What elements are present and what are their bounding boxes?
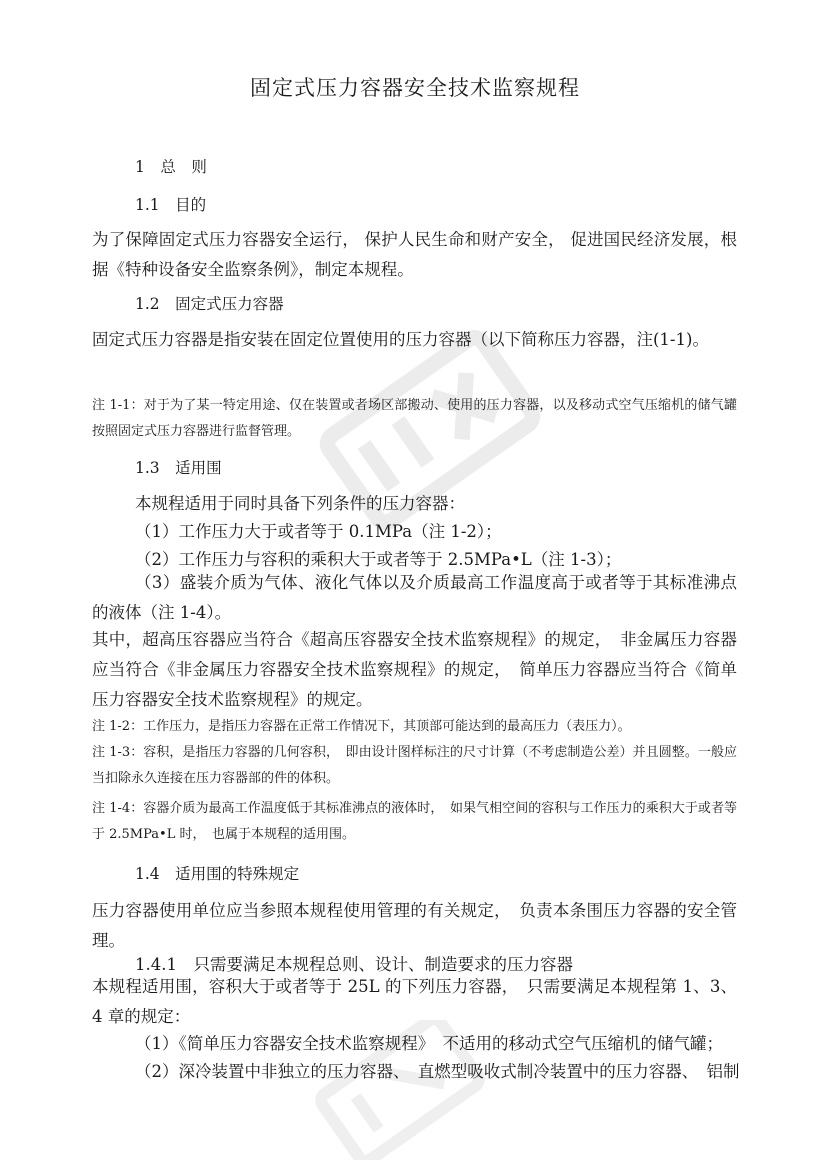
paragraph: 压力容器使用单位应当参照本规程使用管理的有关规定， 负责本条围压力容器的安全管理。 (92, 901, 737, 950)
list-item: （2）深冷装置中非独立的压力容器、 直燃型吸收式制冷装置中的压力容器、 铝制 (135, 1062, 740, 1081)
subsection-heading: 1.4.1 只需要满足本规程总则、设计、制造要求的压力容器 (135, 955, 573, 974)
section-heading: 1.4 适用围的特殊规定 (135, 865, 300, 883)
document-title: 固定式压力容器安全技术监察规程 (250, 76, 580, 100)
note: 注 1-2：工作压力，是指压力容器在正常工作情况下，其顶部可能达到的最高压力（表压力）。 (92, 719, 631, 734)
paragraph: 为了保障固定式压力容器安全运行， 保护人民生命和财产安全， 促进国民经济发展，根据《特种设备安全监察条例》，制定本规程。 (92, 230, 737, 279)
paragraph: 本规程适用于同时具备下列条件的压力容器： (135, 494, 465, 513)
paragraph: 其中，超高压容器应当符合《超高压容器安全技术监察规程》的规定， 非金属压力容器应当符合《非金属压力容器安全技术监察规程》的规定， 简单压力容器应当符合《简单压力容器安全技术监察规程》的规定。 (92, 630, 737, 709)
condition-item: （3）盛装介质为气体、液化气体以及介质最高工作温度高于或者等于其标准沸点的液体（注 1-4）。 (92, 573, 737, 622)
section-heading: 1.3 适用围 (135, 459, 222, 477)
note: 注 1-1：对于为了某一特定用途、仅在装置或者场区部搬动、使用的压力容器，以及移动式空气压缩机的储气罐按照固定式压力容器进行监督管理。 (92, 398, 737, 439)
section-heading: 1.2 固定式压力容器 (135, 295, 284, 313)
section-heading: 1.1 目的 (135, 196, 207, 214)
chapter-heading: 1 总 则 (135, 158, 207, 176)
note: 注 1-4：容器介质为最高工作温度低于其标准沸点的液体时， 如果气相空间的容积与工作压力的乘积大于或者等于 2.5MPa•L 时， 也属于本规程的适用围。 (92, 801, 737, 842)
paragraph: 本规程适用围，容积大于或者等于 25L 的下列压力容器， 只需要满足本规程第 1、3、4 章的规定： (92, 977, 737, 1026)
note: 注 1-3：容积，是指压力容器的几何容积， 即由设计图样标注的尺寸计算（不考虑制造公差）并且圆整。一般应当扣除永久连接在压力容器部的件的体积。 (92, 745, 737, 786)
condition-item: （1）工作压力大于或者等于 0.1MPa（注 1-2）； (135, 522, 502, 541)
list-item: （1）《简单压力容器安全技术监察规程》 不适用的移动式空气压缩机的储气罐； (135, 1034, 723, 1053)
paragraph: 固定式压力容器是指安装在固定位置使用的压力容器（以下简称压力容器，注(1-1)。 (92, 330, 709, 349)
condition-item: （2）工作压力与容积的乘积大于或者等于 2.5MPa•L（注 1-3）； (135, 550, 622, 569)
